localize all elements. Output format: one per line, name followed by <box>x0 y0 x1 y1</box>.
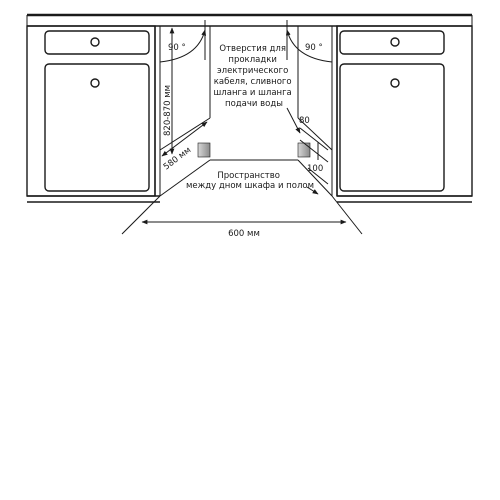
holes-note: Отверстия для прокладки электрического кабеля, сливного шланга и шланга подачи воды <box>213 44 292 109</box>
angle-right-label: 90 ° <box>305 43 323 53</box>
floor-line <box>27 196 472 202</box>
left-holes-block <box>198 143 210 157</box>
right-cabinet <box>337 26 472 196</box>
right-door-panel <box>340 64 444 191</box>
dim-80-label: 80 <box>299 116 310 126</box>
left-cabinet <box>27 26 155 196</box>
height-label: 820-870 мм <box>163 84 173 136</box>
gap-note: Пространство между дном шкафа и полом <box>186 171 314 191</box>
left-drawer-panel <box>45 31 149 54</box>
width-label: 600 мм <box>228 229 260 239</box>
angle-left-label: 90 ° <box>168 43 186 53</box>
left-door-panel <box>45 64 149 191</box>
depth-label: 580 мм <box>161 145 194 173</box>
right-holes-block <box>298 143 310 157</box>
countertop <box>27 15 472 26</box>
right-drawer-panel <box>340 31 444 54</box>
dim-100-label: 100 <box>307 164 324 174</box>
